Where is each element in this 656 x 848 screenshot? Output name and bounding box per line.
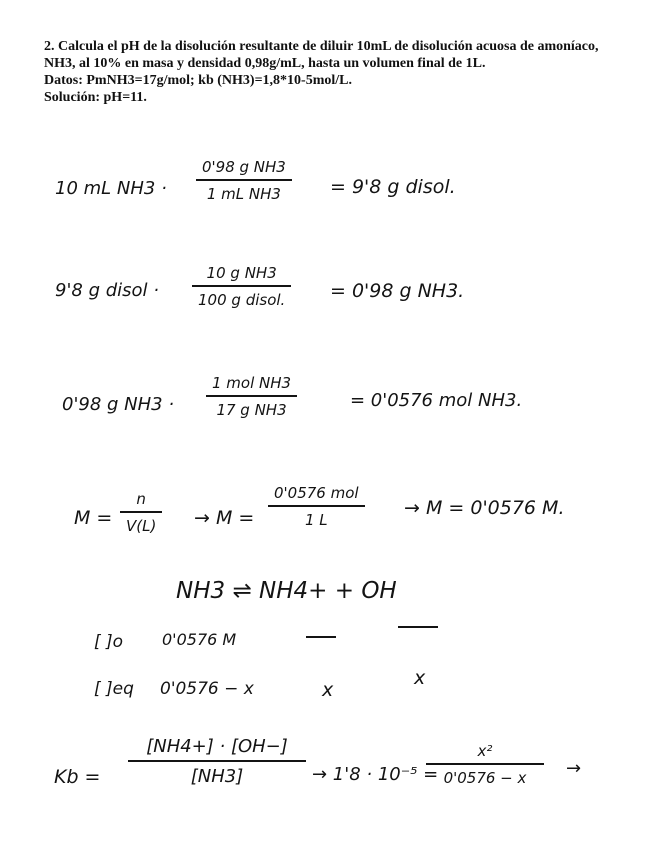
kb-x-fraction: [426, 742, 544, 787]
step1-lhs: 10 mL NH3 ·: [55, 178, 167, 199]
step3-numerator: 1 mol NH3: [212, 374, 292, 392]
step3-denominator: 17 g NH3: [216, 401, 287, 419]
initial-oh-dash: [398, 626, 438, 628]
step3-lhs: 0'98 g NH3 ·: [62, 394, 175, 415]
problem-statement: [44, 38, 624, 106]
kb-numerator: [NH4+] · [OH−]: [146, 736, 288, 757]
step2-fraction: [192, 264, 291, 309]
step3-result: = 0'0576 mol NH3.: [350, 390, 523, 411]
kb-fraction: [128, 736, 306, 787]
step2-numerator: 10 g NH3: [206, 264, 277, 282]
initial-value: 0'0576 M: [162, 630, 237, 649]
step4-fraction: [268, 484, 365, 529]
eq-nh4: x: [322, 679, 334, 701]
problem-data: Datos: PmNH3=17g/mol; kb (NH3)=1,8*10-5mol/L.: [44, 73, 352, 88]
step2-lhs: 9'8 g disol ·: [55, 280, 159, 301]
eq-oh: x: [414, 667, 426, 689]
step1-denominator: 1 mL NH3: [206, 185, 281, 203]
equilibrium-reaction: NH3 ⇌ NH4+ + OH: [176, 578, 397, 604]
problem-solution: Solución: pH=11.: [44, 90, 147, 105]
problem-text: 2. Calcula el pH de la disolución resultante de diluir 10mL de disolución acuosa de amoníaco, NH3, al 10% en masa y densidad 0,98g/mL, hasta un volumen final de 1L.: [44, 39, 599, 71]
step1-fraction: [196, 158, 292, 203]
molarity-def: M =: [74, 507, 113, 529]
step4-arrow: → M =: [194, 507, 255, 529]
step1-numerator: 0'98 g NH3: [202, 158, 286, 176]
step2-denominator: 100 g disol.: [198, 291, 286, 309]
kb-value: → 1'8 · 10⁻⁵ =: [312, 764, 439, 785]
molarity-def-denominator: V(L): [126, 517, 157, 535]
step1-result: = 9'8 g disol.: [330, 176, 456, 198]
step2-result: = 0'98 g NH3.: [330, 280, 465, 302]
eq-value: 0'0576 − x: [160, 679, 254, 699]
step4-numerator: 0'0576 mol: [274, 484, 359, 502]
molarity-def-numerator: n: [136, 490, 146, 508]
initial-label: [ ]o: [94, 632, 124, 652]
kb-tail-arrow: →: [566, 758, 582, 779]
step3-fraction: [206, 374, 297, 419]
step4-result: → M = 0'0576 M.: [404, 497, 565, 519]
kb-x-numerator: x²: [477, 742, 493, 760]
step4-denominator: 1 L: [304, 511, 328, 529]
initial-nh4-dash: [306, 636, 336, 638]
eq-label: [ ]eq: [94, 679, 134, 699]
molarity-def-fraction: [120, 490, 162, 535]
kb-x-denominator: 0'0576 − x: [443, 769, 527, 787]
kb-lhs: Kb =: [54, 766, 101, 788]
kb-denominator: [NH3]: [190, 766, 244, 787]
